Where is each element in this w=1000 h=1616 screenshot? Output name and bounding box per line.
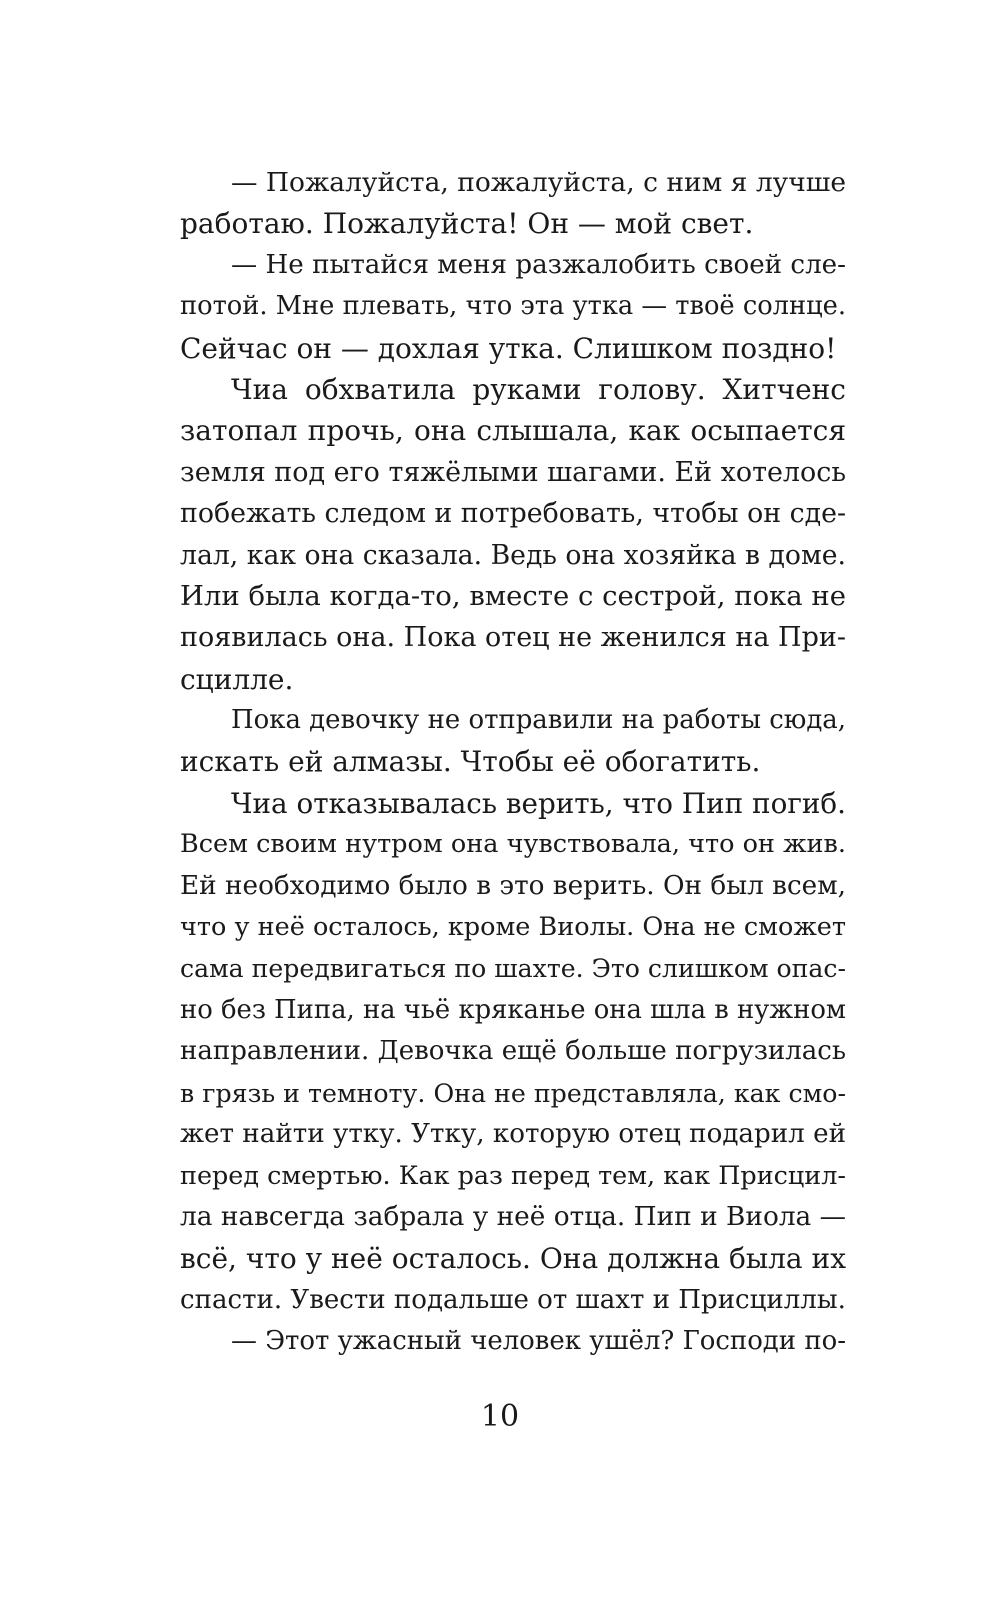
text-line: Сейчас он — дохлая утка. Слишком поздно!	[180, 331, 837, 365]
text-line: появилась она. Пока отец не женился на При-	[180, 622, 846, 654]
text-line: Пока девочку не отправили на работы сюда,	[231, 705, 846, 736]
text-line: но без Пипа, на чьё кряканье она шла в нужном	[180, 994, 846, 1025]
text-line: Всем своим нутром она чувствовала, что он жив.	[180, 829, 846, 860]
text-line: лал, как она сказала. Ведь она хозяйка в доме.	[180, 539, 846, 571]
text-line: что у неё осталось, кроме Виолы. Она не сможет	[180, 912, 846, 943]
text-line: — Этот ужасный человек ушёл? Господи по-	[231, 1325, 846, 1356]
text-line: направлении. Девочка ещё больше погрузилась	[180, 1036, 846, 1067]
text-line: побежать следом и потребовать, чтобы он сде-	[180, 498, 846, 530]
text-line: сама передвигаться по шахте. Это слишком опас-	[180, 954, 846, 984]
text-line: сцилле.	[180, 662, 294, 696]
text-line: — Не пытайся меня разжалобить своей сле-	[231, 249, 846, 280]
text-line: затопал прочь, она слышала, как осыпается	[180, 414, 846, 448]
text-line: потой. Мне плевать, что эта утка — твоё солнце.	[180, 291, 846, 322]
text-line: Чиа отказывалась верить, что Пип погиб.	[231, 786, 846, 820]
text-line: жет найти утку. Утку, которую отец подарил ей	[180, 1118, 846, 1149]
text-line: Чиа обхватила руками голову. Хитченс	[231, 372, 846, 406]
text-line: Ей необходимо было в это верить. Он был всем,	[180, 870, 846, 901]
text-line: перед смертью. Как раз перед тем, как Присцил-	[180, 1160, 846, 1191]
text-line: всё, что у неё осталось. Она должна была их	[180, 1242, 846, 1276]
page-number: 10	[480, 1399, 520, 1434]
body-text	[180, 162, 846, 1362]
text-line: Или была когда-то, вместе с сестрой, пока не	[180, 579, 846, 612]
text-line: земля под его тяжёлыми шагами. Ей хотелось	[180, 456, 846, 488]
text-line: — Пожалуйста, пожалуйста, с ним я лучше	[231, 167, 846, 198]
text-line: искать ей алмазы. Чтобы её обогатить.	[180, 745, 761, 779]
text-line: в грязь и темноту. Она не представляла, как смо-	[180, 1078, 846, 1108]
text-line: работаю. Пожалуйста! Он — мой свет.	[180, 207, 754, 241]
text-line: ла навсегда забрала у неё отца. Пип и Виола —	[180, 1201, 846, 1232]
text-line: спасти. Увести подальше от шахт и Присциллы.	[180, 1284, 846, 1315]
